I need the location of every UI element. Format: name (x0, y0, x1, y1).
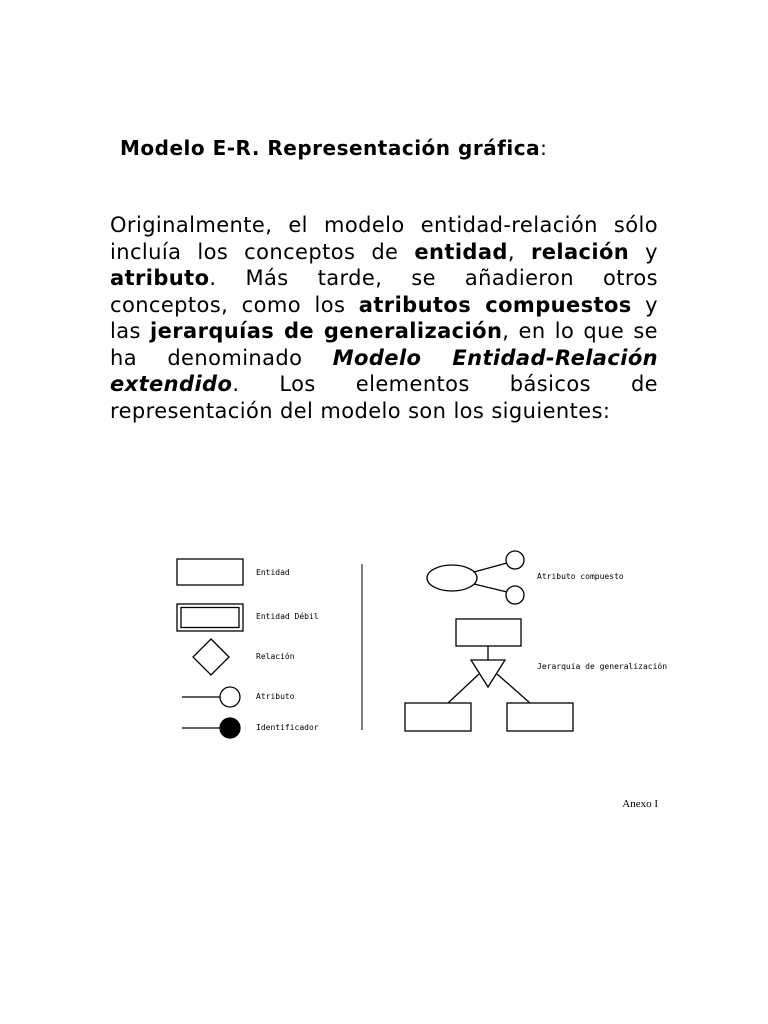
composite-attribute-part (506, 551, 524, 569)
composite-attribute-ellipse (427, 565, 477, 591)
er-notation-figure (0, 540, 768, 750)
label-identificador: Identificador (256, 723, 319, 732)
composite-attribute-line (474, 584, 507, 592)
title-text: Modelo E-R. Representación gráfica (120, 136, 541, 160)
label-relacion: Relación (256, 652, 295, 661)
composite-attribute-part (506, 586, 524, 604)
hierarchy-connector (497, 674, 530, 703)
label-atributo: Atributo (256, 692, 295, 701)
paragraph-text: Originalmente, el modelo entidad-relación sólo incluía los conceptos de (110, 213, 658, 264)
term-relacion: relación (530, 239, 630, 264)
intro-paragraph (110, 212, 658, 424)
title-colon: : (540, 136, 548, 160)
page-title (120, 136, 547, 160)
entity-symbol (177, 559, 243, 585)
label-jerarquia: Jerarquia de generalización (537, 662, 668, 671)
paragraph-text: , en lo que se ha denominado (110, 319, 658, 370)
paragraph-text: y las (110, 292, 659, 343)
composite-attribute-line (474, 563, 507, 572)
relationship-symbol (193, 639, 229, 675)
identifier-symbol (220, 718, 240, 738)
label-entidad: Entidad (256, 568, 290, 577)
hierarchy-child-entity (405, 703, 471, 731)
label-entidad-debil: Entidad Débil (256, 612, 319, 621)
hierarchy-child-entity (507, 703, 573, 731)
weak-entity-inner (181, 608, 239, 628)
paragraph-text: . Más tarde, se añadieron otros conceptos, como los (110, 266, 658, 317)
paragraph-text: . Los elementos básicos de representación del modelo son los siguientes: (110, 372, 658, 423)
paragraph-text: , (507, 239, 531, 264)
er-notation-svg (0, 540, 768, 750)
term-jerarquias: jerarquías de generalización (150, 319, 503, 343)
term-atributo: atributo (110, 266, 210, 290)
label-atributo-compuesto: Atributo compuesto (537, 572, 624, 581)
attribute-symbol (220, 687, 240, 707)
term-atributos-compuestos: atributos compuestos (358, 292, 632, 317)
hierarchy-parent-entity (456, 619, 521, 646)
hierarchy-connector (448, 674, 479, 703)
term-modelo-extendido: Modelo Entidad-Relación extendido (110, 345, 659, 396)
term-entidad: entidad (414, 239, 508, 264)
paragraph-text: y (629, 239, 658, 264)
hierarchy-triangle (471, 660, 505, 687)
annex-label: Anexo I (622, 798, 658, 810)
